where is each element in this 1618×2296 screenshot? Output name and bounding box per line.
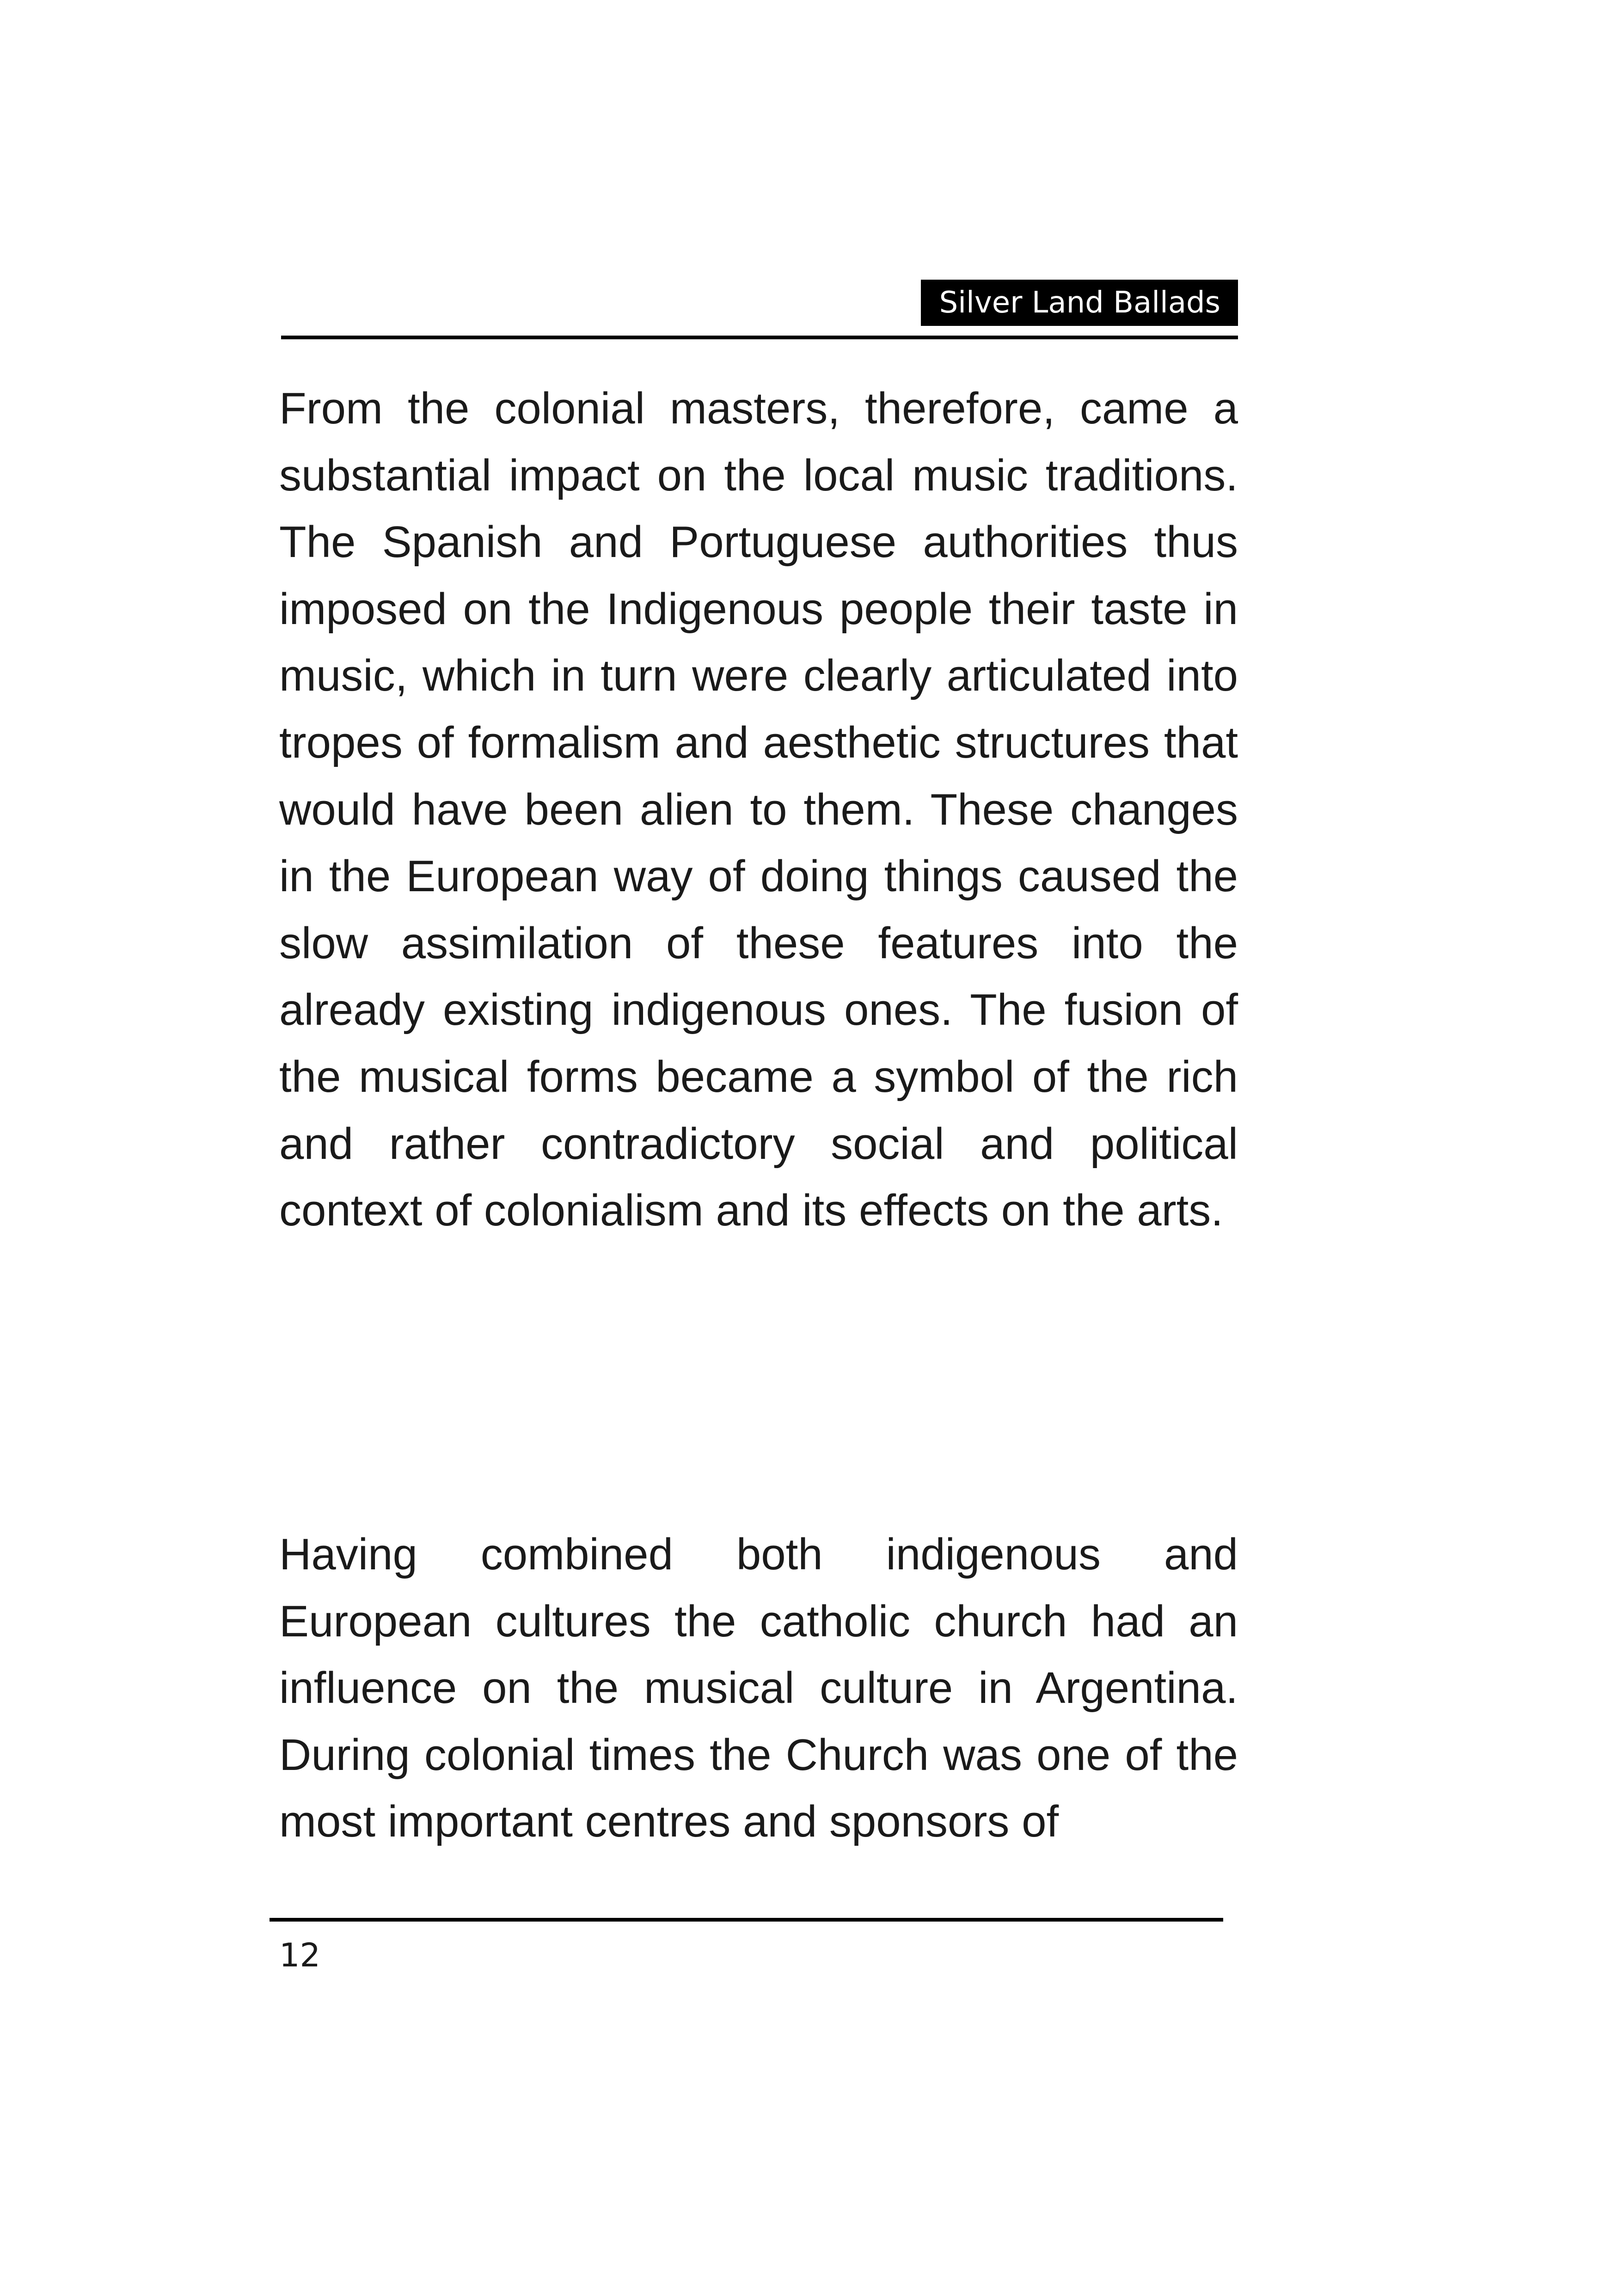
header-divider	[281, 336, 1238, 339]
body-paragraph-1: From the colonial masters, therefore, came a substantial impact on the local music traditions. The Spanish and Portuguese authorities thus imposed on the Indigenous people their taste in music, which in turn were clearly articulated into tropes of formalism and aesthetic structures that would have been alien to them. These changes in the European way of doing things caused the slow assimilation of these features into the already existing indigenous ones. The fusion of the musical forms became a symbol of the rich and rather contradictory social and political context of colonialism and its effects on the arts.	[279, 384, 1238, 1236]
body-paragraph-2: Having combined both indigenous and European cultures the catholic church had an influence on the musical culture in Argentina. During colonial times the Church was one of the most important centres and sponsors of	[279, 1530, 1238, 1847]
footer-divider	[270, 1918, 1223, 1922]
page-number: 12	[279, 1936, 321, 1974]
running-header-title: Silver Land Ballads	[921, 280, 1238, 326]
